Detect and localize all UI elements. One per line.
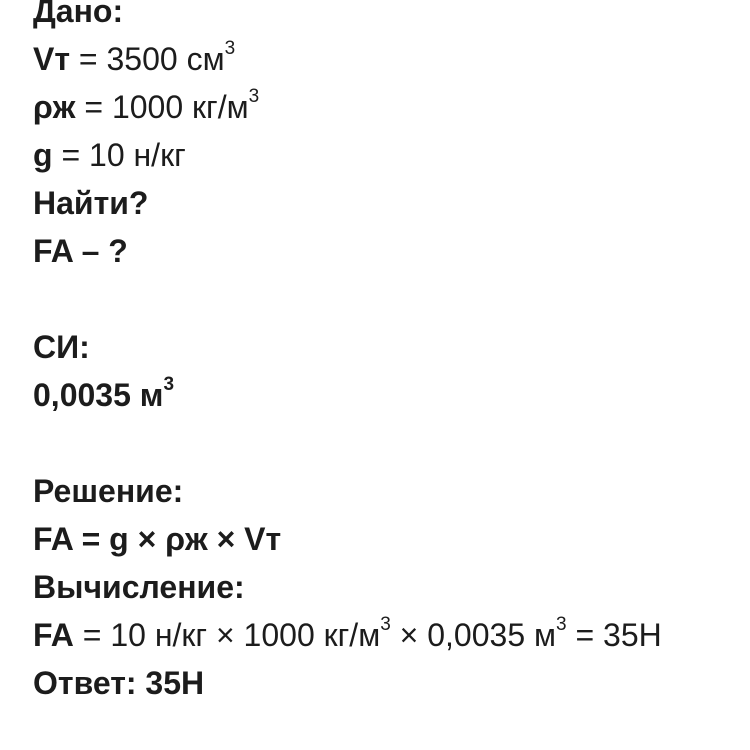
volume-exponent: 3 [224, 38, 236, 60]
gravity-value: = 10 н/кг [52, 137, 186, 173]
calculation-result: = 35Н [566, 617, 662, 653]
given-density-line [33, 83, 733, 131]
calculation-part-1: = 10 н/кг × 1000 кг/м [73, 617, 381, 653]
si-heading: СИ: [33, 329, 90, 365]
density-value: = 1000 кг/м [75, 89, 249, 125]
find-heading: Найти? [33, 185, 149, 221]
density-exponent: 3 [248, 86, 260, 108]
find-target: FA – ? [33, 233, 128, 269]
density-label: ρж [33, 89, 76, 125]
solution-formula: FA = g × ρж × Vт [33, 521, 282, 557]
gravity-label: g [33, 137, 53, 173]
solution-heading: Решение: [33, 473, 184, 509]
answer-line: Ответ: 35Н [33, 665, 205, 701]
spacer [33, 275, 733, 323]
volume-value: = 3500 см [70, 41, 225, 77]
calculation-exponent-2: 3 [556, 614, 567, 636]
si-exponent: 3 [163, 374, 175, 396]
calculation-line [33, 611, 673, 659]
si-value-line [33, 371, 733, 419]
calculation-heading: Вычисление: [33, 569, 245, 605]
calculation-label: FA [33, 617, 74, 653]
calculation-part-2: × 0,0035 м [390, 617, 556, 653]
spacer [33, 419, 733, 467]
volume-label: Vт [33, 41, 71, 77]
solution-document [33, 0, 733, 707]
given-volume-line [33, 35, 733, 83]
calculation-exponent-1: 3 [380, 614, 391, 636]
si-value: 0,0035 м [33, 377, 164, 413]
given-gravity-line [33, 131, 733, 179]
given-heading: Дано: [33, 0, 124, 29]
